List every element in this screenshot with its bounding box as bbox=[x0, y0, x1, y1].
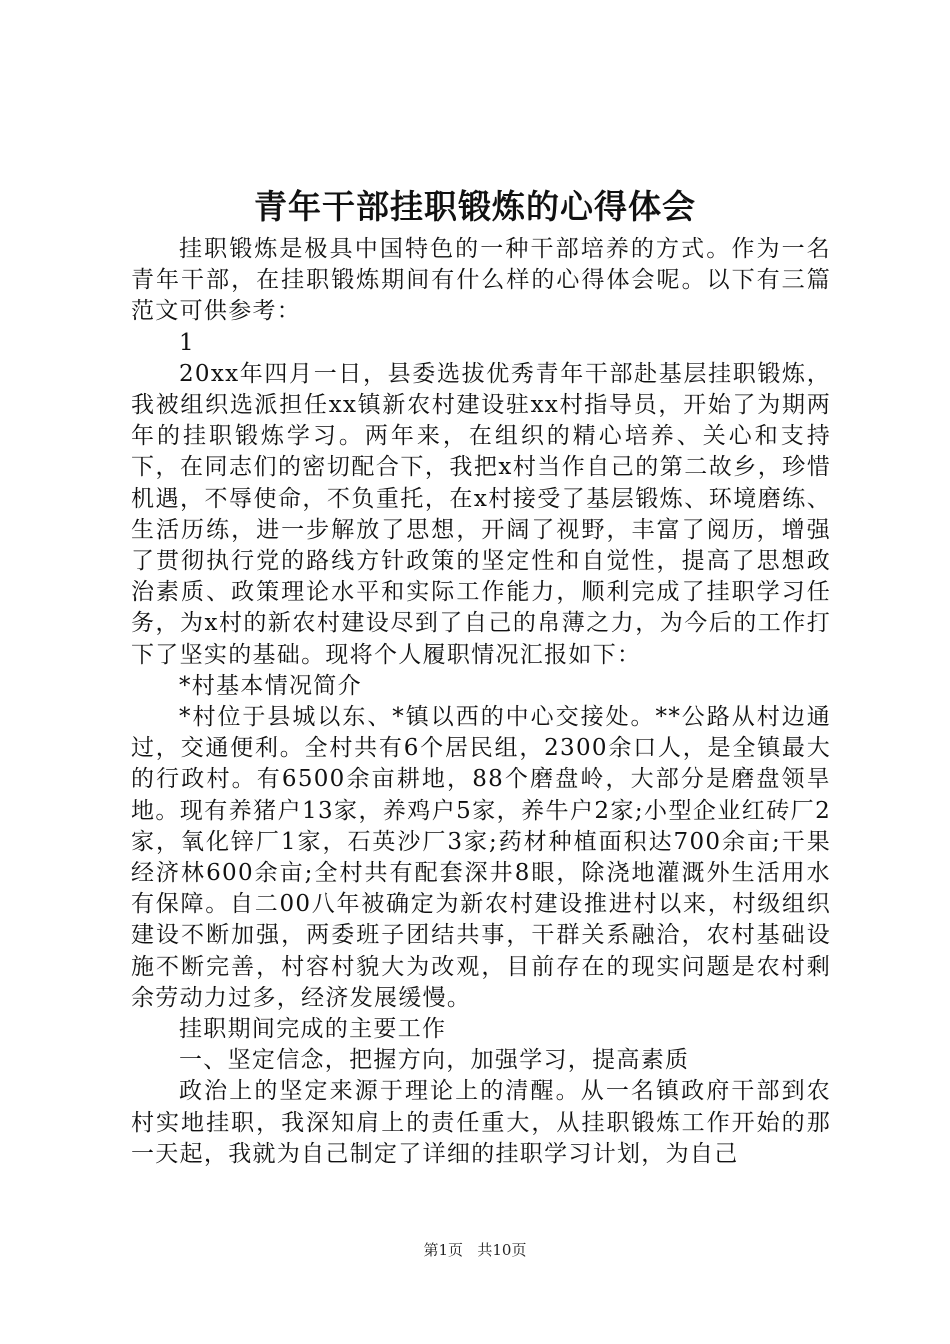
section-heading: 挂职期间完成的主要工作 bbox=[179, 1016, 447, 1043]
body-paragraph: *村位于县城以东、*镇以西的中心交接处。**公路从村边通过，交通便利。全村共有6个居民组，2300余口人，是全镇最大的行政村。有6500余亩耕地，88个磨盘岭，大部分是磨盘领旱地。现有养猪户13家，养鸡户5家，养牛户2家;小型企业红砖厂2家，氧化锌厂1家，石英沙厂3家;药材种植面积达700余亩;干果经济林600余亩;全村共有配套深井8眼，除浇地灌溉外生活用水有保障。自二00八年被确定为新农村建设推进村以来，村级组织建设不断加强，两委班子团结共事，干群关系融洽，农村基础设施不断完善，村容村貌大为改观，目前存在的现实问题是农村剩余劳动力过多，经济发展缓慢。 bbox=[131, 704, 831, 1011]
page-footer bbox=[0, 1240, 950, 1260]
page-number: 第1页 bbox=[423, 1241, 464, 1259]
document-body bbox=[131, 234, 831, 1170]
page-separator bbox=[468, 1241, 473, 1259]
sub-heading: 一、坚定信念，把握方向，加强学习，提高素质 bbox=[179, 1047, 690, 1074]
body-paragraph: 政治上的坚定来源于理论上的清醒。从一名镇政府干部到农村实地挂职，我深知肩上的责任重大，从挂职锻炼工作开始的那一天起，我就为自己制定了详细的挂职学习计划，为自己 bbox=[131, 1078, 831, 1167]
total-pages: 共10页 bbox=[477, 1241, 527, 1259]
intro-paragraph: 挂职锻炼是极具中国特色的一种干部培养的方式。作为一名青年干部，在挂职锻炼期间有什么样的心得体会呢。以下有三篇范文可供参考： bbox=[131, 236, 831, 325]
body-paragraph: 20xx年四月一日，县委选拔优秀青年干部赴基层挂职锻炼，我被组织选派担任xx镇新农村建设驻xx村指导员，开始了为期两年的挂职锻炼学习。两年来，在组织的精心培养、关心和支持下，在同志们的密切配合下，我把x村当作自己的第二故乡，珍惜机遇，不辱使命，不负重托，在x村接受了基层锻炼、环境磨练、生活历练，进一步解放了思想，开阔了视野，丰富了阅历，增强了贯彻执行党的路线方针政策的坚定性和自觉性，提高了思想政治素质、政策理论水平和实际工作能力，顺利完成了挂职学习任务，为x村的新农村建设尽到了自己的帛薄之力，为今后的工作打下了坚实的基础。现将个人履职情况汇报如下： bbox=[131, 360, 831, 668]
section-number: 1 bbox=[179, 329, 195, 356]
document-title: 青年干部挂职锻炼的心得体会 bbox=[254, 187, 696, 226]
section-heading: *村基本情况简介 bbox=[179, 672, 362, 699]
